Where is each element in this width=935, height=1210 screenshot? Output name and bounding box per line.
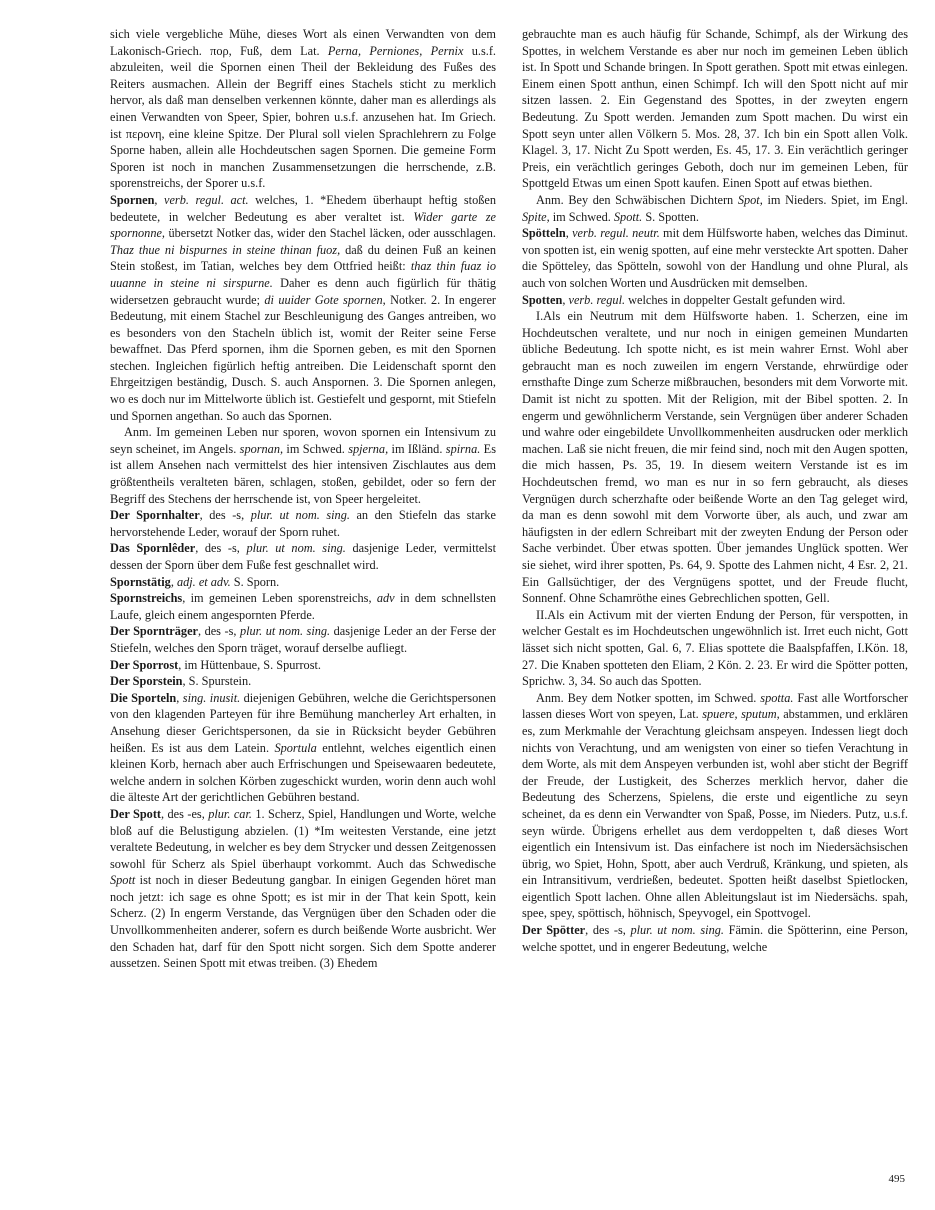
entry-text: u.s.f. abzuleiten, weil die Spornen einen Theil der Bekleidung des Fußes des Reiters ausmachen. Allein der Begriff eines Stachels sticht zu merklich hervor, als daß man denselben verkennen könnte, daher man es allerdings als einen Verwandten von Speer, Spier, bohren u.s.f. anzusehen hat. Im Griech. ist περονη, eine kleine Spitze. Der Plural soll vielen Sprachlehrern zu Folge Sporne haben, allein alle Hochdeutschen sagen Spornen. Die gemeine Form Sporen ist noch in manchen Zusammensetzungen die herrschende, z.B. sporenstreichs, der Sporer u.s.f. xyxy=(110,43,496,191)
italic-term: spirna. xyxy=(445,441,481,456)
entry-paragraph xyxy=(522,308,908,607)
italic-term: plur. car. xyxy=(208,806,252,821)
entry-text: sich viele vergebliche Mühe, dieses Wort als einen Verwandten von dem Lakonisch-Griech. πορ, Fuß, dem Lat. xyxy=(110,27,496,58)
entry-paragraph xyxy=(522,225,908,291)
italic-term: sing. inusit. xyxy=(182,690,241,705)
right-column xyxy=(522,26,908,1176)
entry-text: , im gemeinen Leben sporenstreichs, xyxy=(182,591,377,606)
entry-text: im Nieders. Spiet, im Engl. xyxy=(762,192,908,207)
entry-paragraph xyxy=(110,540,496,573)
italic-term: plur. ut nom. sing. xyxy=(630,923,724,938)
italic-term: Perna, Perniones, Pernix xyxy=(327,43,464,58)
entry-text: , xyxy=(170,574,177,589)
headword: Spornstätig xyxy=(110,574,171,589)
headword: Spornstreichs xyxy=(110,591,183,606)
entry-paragraph xyxy=(522,607,908,690)
entry-text: welches in doppelter Gestalt gefunden wird. xyxy=(625,292,846,307)
entry-text: , des -es, xyxy=(161,806,209,821)
italic-term: Thaz thue ni bispurnes in steine thinan fuoz, xyxy=(110,242,341,257)
entry-text: , S. Spurstein. xyxy=(182,674,252,689)
italic-term: plur. ut nom. sing. xyxy=(250,508,350,523)
italic-term: spuere, sputum, xyxy=(702,707,780,722)
entry-paragraph xyxy=(522,292,908,309)
headword: Das Spornlêder xyxy=(110,541,196,556)
entry-text: , xyxy=(565,226,573,241)
entry-text: Fämin. die Spötterinn, eine Person, welche spottet, und in engerer Bedeutung, welche xyxy=(522,923,908,954)
italic-term: plur. ut nom. sing. xyxy=(239,624,331,639)
italic-term: verb. regul. xyxy=(568,292,626,307)
italic-term: Spite, xyxy=(522,209,550,224)
italic-term: spotta. xyxy=(760,690,794,705)
headword: Spötteln xyxy=(522,226,566,241)
entry-text: daß du deinen Fuß an keinen Stein stoßest, im Tatian, welches bey dem Ottfried heißt: xyxy=(110,242,496,274)
entry-text: I.Als ein Neutrum mit dem Hülfsworte haben. 1. Scherzen, eine im Hochdeutschen veraltete, und nur noch in einigen gemeinen Mundarten übliche Bedeutung. Ich spotte nicht, es ist mein wahrer Ernst. Wohl aber gebraucht man es noch zuweilen im engern Verstande, ehrwürdige oder ernsthafte Dinge zum Scherze mißbrauchen, besonders mit dem Vorworte mit. Damit ist nicht zu spotten. Mit der Religion, mit der Bibel spotten. 2. In engerm und gewöhnlicherm Verstande, sein Vergnügen über anderer Schaden und wahre oder eingebildete Unvollkommenheiten ausdrucken oder merklich machen. Laß sie nicht freuen, die mir feind sind, noch mit den Augen spotten, die mich hassen, Ps. 35, 19. In diesem weitern Verstande ist es im Hochdeutschen fremd, wo man es nur in so fern gebraucht, als dieses Vergnügen durch scherzhafte oder beißende Worte an den Tag geleget wird, da man es denn sowohl mit dem Vorworte über, als auch, und zwar am häufigsten in der edlern Schreibart mit der zweyten Endung der Person oder Sache verbindet. Über etwas spotten. Über jemandes Unglück spotten. Wer sie siehet, wird ihrer spotten, Ps. 64, 9. Spotte des Lahmen nicht, 4 Esr. 2, 21. Ein Gallsüchtiger, der des Vergnügens spottet, und der Freude flucht, Sonnenf. Ohne Schamröthe eines Gebrechlichen spotten, Gell. xyxy=(522,309,908,606)
entry-text: mit dem Hülfsworte haben, welches das Diminut. von spotten ist, ein wenig spotten, auf eine mehr versteckte Art spotten. Daher die Spötteley, das Spötteln, sowohl von der Handlung und ohne Plural, als auch von solchen Worten und Ausdrücken mit demselben. xyxy=(522,226,908,290)
entry-text: Anm. Bey dem Notker spotten, im Schwed. xyxy=(536,690,761,705)
entry-text: Fast alle Wortforscher lassen dieses Wort von speyen, Lat. xyxy=(522,690,908,722)
entry-text: , des -s, xyxy=(197,624,240,639)
entry-text: im Ißländ. xyxy=(388,441,446,456)
italic-term: verb. regul. neutr. xyxy=(572,226,660,241)
headword: Der Sporstein xyxy=(110,674,183,689)
italic-term: adj. et adv. xyxy=(176,574,231,589)
entry-text: Notker. 2. In engerer Bedeutung, mit einem Stachel zur Beschleunigung des Ganges antreiben, wo es besonders von den Stacheln üblich ist, womit der Reiter seine Ferse bewaffnet. Das Pferd spornen, ihm die Spornen geben, es mit den Spornen stechen. Ingleichen figürlich heftig antreiben. Die Leidenschaft spornt den Ehrgeitzigen beständig, Dusch. S. auch Anspornen. 3. Die Spornen anlegen, wo es doch nur im Mittelworte üblich ist. Gestiefelt und gespornt, mit Stiefeln und Spornen angethan. So auch das Spornen. xyxy=(110,292,496,423)
entry-text: übersetzt Notker das, wider den Stachel läcken, oder ausschlagen. xyxy=(165,226,496,241)
left-column xyxy=(110,26,496,1176)
entry-text: ist noch in dieser Bedeutung gangbar. In einigen Gegenden höret man noch jetzt: ich sage es ohne Spott; es ist mir in der That kein Spott, kein Scherz. (2) In engerm Verstande, das Vergnügen über den Schaden oder die Unvollkommenheiten anderer, sofern es durch beißende Worte ausbricht. Wer den Schaden hat, darf für den Spott nicht sorgen. Sich dem Spotte anderer aussetzen. Seinen Spott mit etwas treiben. (3) Ehedem xyxy=(110,873,496,971)
entry-text: , des -s, xyxy=(199,508,251,523)
entry-text: gebrauchte man es auch häufig für Schande, Schimpf, als der Wirkung des Spottes, in welchem Verstande es aber nur noch im gemeinen Leben üblich ist. In Spott und Schande bringen. In Spott gerathen. Spott mit etwas einlegen. Einem einen Spott anthun, einen Schimpf. Ich will den Spott nicht auf mir sitzen lassen. 2. Ein Gegenstand des Spottes, in der zweyten engern Bedeutung. Zu Spott werden. Jemanden zum Spott machen. Du wirst ein Spott seyn unter allen Völkern 5. Mos. 28, 37. Ich bin ein Spott allen Volk. Klagel. 3, 17. Nicht Zu Spott werden, Es. 45, 17. 3. Ein verächtlich geringer Preis, ein verächtlich geringes Geboth, doch nur im gemeinen Leben, für Spottgeld Etwas um einen Spott kaufen. Einen Spott auf etwas biethen. xyxy=(522,27,908,191)
entry-text: welches, 1. *Ehedem überhaupt heftig stoßen bedeutete, in welcher Bedeutung es aber veraltet ist. xyxy=(110,192,496,224)
entry-paragraph xyxy=(110,690,496,806)
headword: Der Spornhalter xyxy=(110,508,200,523)
entry-paragraph xyxy=(522,690,908,922)
headword: Der Spott xyxy=(110,806,162,821)
entry-text: 1. Scherz, Spiel, Handlungen und Worte, welche bloß auf die Belustigung abzielen. (1) *Im weitesten Verstande, eine jetzt veraltete Bedeutung, in welcher es bey dem Strycker und dessen Zeitgenossen sowohl für Scherz als Spiel überhaupt vorkommt. Auch das Schwedische xyxy=(110,806,496,871)
italic-term: spjerna, xyxy=(348,441,389,456)
entry-text: dasjenige Leder an der Ferse der Stiefeln, welches den Sporn träget, worauf derselbe aufliegt. xyxy=(110,624,496,655)
entry-text: II.Als ein Activum mit der vierten Endung der Person, für verspotten, in welcher Gestalt es im Hochdeutschen ungewöhnlich ist. Irret euch nicht, Gott lässet sich nicht spotten, Gal. 6, 7. Elias spottete die Baalspfaffen, I.Kön. 18, 27. Die Knaben spotteten den Eliam, 2 Kön. 2. 23. Er wird die Spötter potten, Sprichw. 3, 34. So auch das Spotten. xyxy=(522,607,908,689)
entry-text: im Schwed. xyxy=(283,441,349,456)
entry-text: , xyxy=(176,690,183,705)
entry-text: S. Spotten. xyxy=(642,209,699,224)
entry-text: entlehnt, welches eigentlich einen kleinen Korb, hernach aber auch Erfrischungen und Speisewaaren bedeutete, welche andern in solchen Körben zugeschickt wurden, worin denn auch wohl die älteste Art der gerichtlichen Gebühren bestand. xyxy=(110,740,496,805)
italic-term: Spot, xyxy=(737,192,763,207)
entry-text: Anm. Im gemeinen Leben nur sporen, wovon spornen ein Intensivum zu seyn scheinet, im Angels. xyxy=(110,425,496,456)
entry-text: , im Hüttenbaue, S. Spurrost. xyxy=(178,657,321,672)
entry-text: , des -s, xyxy=(195,541,247,556)
entry-text: im Schwed. xyxy=(549,209,614,224)
entry-text: diejenigen Gebühren, welche die Gerichtspersonen von den klagenden Parteyen für ihre Bemühung mancherley Art erhalten, in Ansehung dieser Gerichtspersonen, da sie in Rücksicht beyder Gebühren heißen. Es ist aus dem Latein. xyxy=(110,690,496,755)
entry-text: dasjenige Leder, vermittelst dessen der Sporn über dem Fuße fest geschnallet wird. xyxy=(110,541,496,572)
headword: Spornen xyxy=(110,192,155,207)
entry-paragraph xyxy=(110,590,496,623)
dictionary-page xyxy=(110,26,908,1176)
italic-term: plur. ut nom. sing. xyxy=(246,541,346,556)
entry-paragraph xyxy=(110,673,496,690)
entry-text: Es ist allem Ansehen nach vermittelst des hier intensiven Zischlautes aus dem größtentheils veralteten bären, schlagen, stoßen, gebildet, oder so fern der Begriff des Stechens der herrschende ist, von Speer hergeleitet. xyxy=(110,441,496,506)
entry-paragraph xyxy=(110,507,496,540)
entry-text: , xyxy=(562,292,569,307)
headword: Der Spötter xyxy=(522,923,586,938)
page-number: 495 xyxy=(888,1173,905,1185)
italic-term: Sportula xyxy=(274,740,317,755)
headword: Der Spornträger xyxy=(110,624,198,639)
headword: Die Sporteln xyxy=(110,690,177,705)
entry-paragraph xyxy=(110,623,496,656)
entry-paragraph xyxy=(522,26,908,192)
entry-text: , xyxy=(154,192,165,207)
entry-text: Daher es denn auch figürlich für thätig widersetzen gebraucht wurde; xyxy=(110,275,496,307)
entry-text: , des -s, xyxy=(585,923,631,938)
italic-term: verb. regul. act. xyxy=(164,192,249,207)
entry-text: S. Sporn. xyxy=(230,574,280,589)
entry-paragraph xyxy=(110,657,496,674)
entry-text: in dem schnellsten Laufe, gleich einem angespornten Pferde. xyxy=(110,591,496,622)
entry-paragraph xyxy=(522,922,908,955)
entry-paragraph xyxy=(110,806,496,972)
entry-text: Anm. Bey den Schwäbischen Dichtern xyxy=(536,192,738,207)
entry-paragraph xyxy=(110,424,496,507)
entry-paragraph xyxy=(522,192,908,225)
headword: Der Sporrost xyxy=(110,657,179,672)
italic-term: spornan, xyxy=(239,441,284,456)
italic-term: Wider garte ze spornonne, xyxy=(110,209,496,241)
italic-term: di uuider Gote spornen, xyxy=(264,292,386,307)
entry-text: abstammen, und erklären es, zum Merkmahle der Verachtung gleichsam anspeyen. Indessen liegt doch nichts von Verachtung, und am wenigsten von einer so tiefen Verachtung in dem Worte, als mit dem Anspeyen verbunden ist, wohl aber sticht der Begriff der Freude, der Lustigkeit, des Scherzes merklich hervor, daher die Bedeutung des Scherzens, Spielens, die erste und eigentliche zu seyn scheinet, da es denn ein Verwandter von Spaß, Posse, im Nieders. Putz, u.s.f. seyn würde. Übrigens erhellet aus dem verdoppelten t, daß dieses Wort eigentlich ein Intensivum ist. Das einfachere ist noch im Niedersächsischen übrig, wo Spiet, Hohn, Spott, aber auch Verdruß, Kränkung, und spieten, als ein Intransitivum, verdrießen, bedeutet. Spotten heißt daselbst Spietlocken, eigentlich Spott lachen. Ohne allen Ableitungslaut ist im Niedersächs. spah, spee, spey, spöttisch, höhnisch, Speyvogel, ein Spottvogel. xyxy=(522,707,908,921)
entry-paragraph xyxy=(110,574,496,591)
italic-term: adv xyxy=(376,591,395,606)
headword: Spotten xyxy=(522,292,563,307)
entry-text: an den Stiefeln das starke hervorstehende Leder, worauf der Sporn ruhet. xyxy=(110,508,496,539)
entry-paragraph xyxy=(110,26,496,192)
entry-paragraph xyxy=(110,192,496,424)
italic-term: Spott. xyxy=(613,209,643,224)
italic-term: Spott xyxy=(110,873,136,888)
italic-term: thaz thin fuaz io uuanne in steine ni sirspurne. xyxy=(110,259,496,290)
